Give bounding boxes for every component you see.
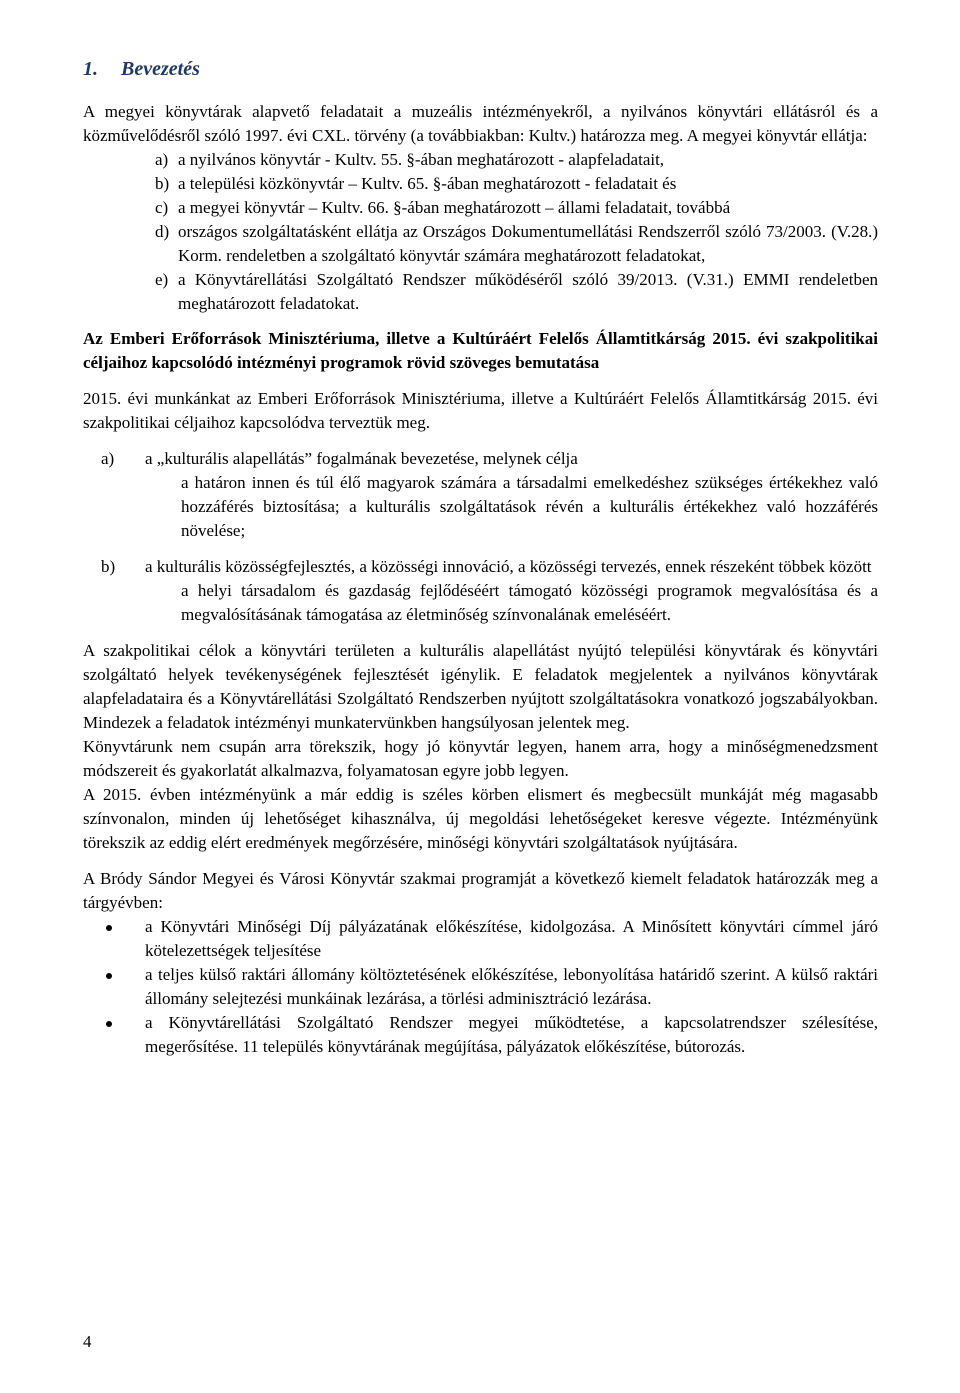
duty-marker: d) xyxy=(155,222,170,241)
goal-text: a kulturális közösségfejlesztés, a közösségi innováció, a közösségi tervezés, ennek részeként többek között xyxy=(145,557,872,576)
tasks-list xyxy=(83,915,878,1059)
goal-subtext: a helyi társadalom és gazdaság fejlődéséért támogató közösségi programok megvalósítása és a megvalósításának támogatása az életminőség színvonalának emeléséért. xyxy=(181,581,878,624)
task-text: a teljes külső raktári állomány költöztetésének előkészítése, lebonyolítása határidő szerint. A külső raktári állomány selejtezési munkáinak lezárása, a törlési adminisztráció lezárása. xyxy=(145,965,878,1008)
task-item xyxy=(83,915,878,963)
policy-paragraph: A szakpolitikai célok a könyvtári területen a kulturális alapellátást nyújtó települési könyvtárak és könyvtári szolgáltató helyek tevékenységének fejlesztését igénylik. E feladatok megjelentek a nyilvános könyvtárak alapfeladataira és a Könyvtárellátási Szolgáltató Rendszerben nyújtott szolgáltatásokra vonatkozó jogszabályokban. Mindezek a feladatok intézményi munkatervünkben hangsúlyosan jelentek meg. xyxy=(83,641,878,732)
section-heading xyxy=(83,55,878,83)
duty-item xyxy=(83,220,878,268)
task-text: a Könyvtárellátási Szolgáltató Rendszer megyei működtetése, a kapcsolatrendszer szélesítése, megerősítése. 11 település könyvtárának megújítása, pályázatok előkészítése, bútorozás. xyxy=(145,1013,878,1056)
goal-subtext: a határon innen és túl élő magyarok számára a társadalmi emelkedéshez szükséges értékekhez való hozzáférés biztosítása; a kulturális szolgáltatások révén a kulturális értékekhez való hozzáférés növelése; xyxy=(181,473,878,540)
quality-paragraph: Könyvtárunk nem csupán arra törekszik, hogy jó könyvtár legyen, hanem arra, hogy a minőségmenedzsment módszereit és gyakorlatát alkalmazva, folyamatosan egyre jobb legyen. xyxy=(83,737,878,780)
section-number: 1. xyxy=(83,58,98,80)
duty-item xyxy=(83,148,878,172)
bold-section-title: Az Emberi Erőforrások Minisztériuma, illetve a Kultúráért Felelős Államtitkárság 2015. évi szakpolitikai céljaihoz kapcsolódó intézményi programok rövid szöveges bemutatása xyxy=(83,329,878,372)
page-number: 4 xyxy=(83,1332,92,1351)
section-title: Bevezetés xyxy=(121,58,200,80)
task-item xyxy=(83,963,878,1011)
plan-paragraph: 2015. évi munkánkat az Emberi Erőforrások Minisztériuma, illetve a Kultúráért Felelős Államtitkárság 2015. évi szakpolitikai céljaihoz kapcsolódva terveztük meg. xyxy=(83,389,878,432)
intro-paragraph: A megyei könyvtárak alapvető feladatait a muzeális intézményekről, a nyilvános könyvtári ellátásról és a közművelődésről szóló 1997. évi CXL. törvény (a továbbiakban: Kultv.) határozza meg. A megyei könyvtár ellátja: xyxy=(83,102,878,145)
duty-item xyxy=(83,268,878,316)
duty-marker: b) xyxy=(155,174,170,193)
duty-text: a megyei könyvtár – Kultv. 66. §-ában meghatározott – állami feladatait, továbbá xyxy=(178,198,731,217)
bullet-icon xyxy=(106,973,112,979)
bullet-icon xyxy=(106,1021,112,1027)
goal-item-b xyxy=(83,555,878,627)
bullet-icon xyxy=(106,925,112,931)
goal-text: a „kulturális alapellátás” fogalmának bevezetése, melynek célja xyxy=(145,449,578,468)
duty-marker: a) xyxy=(155,150,169,169)
task-text: a Könyvtári Minőségi Díj pályázatának előkészítése, kidolgozása. A Minősített könyvtári címmel járó kötelezettségek teljesítése xyxy=(145,917,878,960)
goal-item-a xyxy=(83,447,878,543)
goal-marker: b) xyxy=(101,557,116,576)
duty-text: a nyilvános könyvtár - Kultv. 55. §-ában meghatározott - alapfeladatait, xyxy=(178,150,665,169)
duty-marker: e) xyxy=(155,270,169,289)
duty-text: országos szolgáltatásként ellátja az Országos Dokumentumellátási Rendszerről szóló 73/2003. (V.28.) Korm. rendeletben a szolgáltató könyvtár számára meghatározott feladatokat, xyxy=(178,222,878,265)
duty-marker: c) xyxy=(155,198,169,217)
duties-list xyxy=(83,148,878,316)
program-paragraph: A Bródy Sándor Megyei és Városi Könyvtár szakmai programját a következő kiemelt feladatok határozzák meg a tárgyévben: xyxy=(83,869,878,912)
task-item xyxy=(83,1011,878,1059)
goal-marker: a) xyxy=(101,449,115,468)
duty-text: a települési közkönyvtár – Kultv. 65. §-ában meghatározott - feladatait és xyxy=(178,174,677,193)
duty-item xyxy=(83,196,878,220)
duty-text: a Könyvtárellátási Szolgáltató Rendszer működéséről szóló 39/2013. (V.31.) EMMI rendeletben meghatározott feladatokat. xyxy=(178,270,878,313)
year-2015-paragraph: A 2015. évben intézményünk a már eddig is széles körben elismert és megbecsült munkáját még magasabb színvonalon, minden új lehetőséget kihasználva, új megoldási lehetőségeket keresve végezte. Intézményünk törekszik az eddig elért eredmények megőrzésére, minőségi könyvtári szolgáltatások nyújtására. xyxy=(83,785,878,852)
document-page xyxy=(83,55,878,1059)
duty-item xyxy=(83,172,878,196)
